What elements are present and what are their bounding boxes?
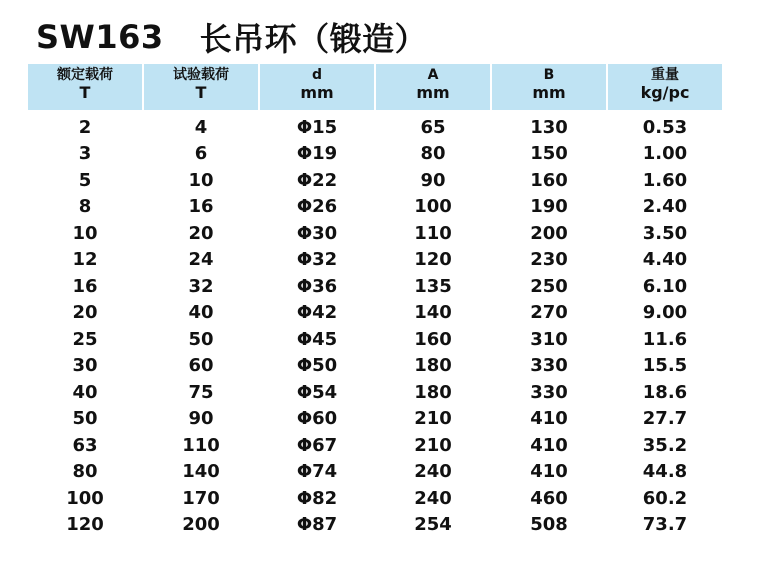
rated-load-cell: 63 — [72, 434, 98, 456]
table-body — [27, 110, 723, 538]
spec-table — [26, 64, 724, 538]
b-cell: 190 — [530, 196, 568, 218]
weight-cell: 9.00 — [642, 302, 688, 324]
rated-load-cell: 30 — [72, 355, 98, 377]
table-row — [27, 406, 723, 433]
rated-load-cell: 16 — [72, 275, 98, 297]
b-cell: 250 — [530, 275, 568, 297]
rated-load-cell: 12 — [72, 249, 98, 271]
table-row — [27, 512, 723, 539]
rated-load-cell: 100 — [66, 487, 104, 509]
table-row — [27, 326, 723, 353]
rated-load-cell: 80 — [72, 461, 98, 483]
weight-cell: 35.2 — [642, 434, 688, 456]
header-unit: mm — [532, 83, 566, 102]
header-unit: T — [195, 83, 207, 102]
header-unit: mm — [300, 83, 334, 102]
test-load-cell: 40 — [188, 302, 214, 324]
test-load-cell: 32 — [188, 275, 214, 297]
weight-cell: 4.40 — [642, 249, 688, 271]
a-cell: 110 — [414, 222, 452, 244]
weight-cell: 1.60 — [642, 169, 688, 191]
weight-cell: 60.2 — [642, 487, 688, 509]
header-label: A — [427, 67, 439, 83]
product-name: 长吊环（锻造） — [199, 20, 428, 58]
table-row — [27, 485, 723, 512]
table-row — [27, 220, 723, 247]
a-cell: 90 — [420, 169, 446, 191]
weight-cell: 27.7 — [642, 408, 688, 430]
weight-cell: 73.7 — [642, 514, 688, 536]
header-label: 额定载荷 — [57, 67, 113, 83]
test-load-cell: 140 — [182, 461, 220, 483]
header-label: d — [311, 67, 323, 83]
header-unit: mm — [416, 83, 450, 102]
d-cell: Φ74 — [296, 461, 338, 483]
a-cell: 254 — [414, 514, 452, 536]
header-row — [27, 64, 723, 110]
b-cell: 270 — [530, 302, 568, 324]
d-cell: Φ42 — [296, 302, 338, 324]
weight-cell: 0.53 — [642, 116, 688, 138]
b-cell: 330 — [530, 355, 568, 377]
b-cell: 410 — [530, 461, 568, 483]
rated-load-cell: 5 — [78, 169, 92, 191]
weight-cell: 11.6 — [642, 328, 688, 350]
table-row — [27, 141, 723, 168]
b-cell: 508 — [530, 514, 568, 536]
test-load-cell: 75 — [188, 381, 214, 403]
a-cell: 210 — [414, 434, 452, 456]
rated-load-cell: 40 — [72, 381, 98, 403]
test-load-cell: 4 — [194, 116, 208, 138]
d-cell: Φ60 — [296, 408, 338, 430]
test-load-cell: 16 — [188, 196, 214, 218]
header-label: 试验载荷 — [173, 67, 229, 83]
test-load-cell: 110 — [182, 434, 220, 456]
header-test-load — [143, 64, 259, 110]
a-cell: 135 — [414, 275, 452, 297]
test-load-cell: 10 — [188, 169, 214, 191]
header-weight — [607, 64, 723, 110]
header-a — [375, 64, 491, 110]
a-cell: 120 — [414, 249, 452, 271]
a-cell: 240 — [414, 461, 452, 483]
d-cell: Φ19 — [296, 143, 338, 165]
weight-cell: 3.50 — [642, 222, 688, 244]
d-cell: Φ36 — [296, 275, 338, 297]
header-label: 重量 — [651, 67, 679, 83]
table-row — [27, 459, 723, 486]
d-cell: Φ32 — [296, 249, 338, 271]
d-cell: Φ26 — [296, 196, 338, 218]
weight-cell: 2.40 — [642, 196, 688, 218]
rated-load-cell: 8 — [78, 196, 92, 218]
d-cell: Φ87 — [296, 514, 338, 536]
test-load-cell: 50 — [188, 328, 214, 350]
table-row — [27, 194, 723, 221]
test-load-cell: 24 — [188, 249, 214, 271]
test-load-cell: 20 — [188, 222, 214, 244]
table-row — [27, 273, 723, 300]
a-cell: 210 — [414, 408, 452, 430]
d-cell: Φ50 — [296, 355, 338, 377]
a-cell: 160 — [414, 328, 452, 350]
a-cell: 180 — [414, 381, 452, 403]
test-load-cell: 170 — [182, 487, 220, 509]
weight-cell: 18.6 — [642, 381, 688, 403]
table-row — [27, 167, 723, 194]
rated-load-cell: 120 — [66, 514, 104, 536]
table-row — [27, 247, 723, 274]
b-cell: 130 — [530, 116, 568, 138]
d-cell: Φ22 — [296, 169, 338, 191]
b-cell: 410 — [530, 434, 568, 456]
d-cell: Φ30 — [296, 222, 338, 244]
table-row — [27, 432, 723, 459]
a-cell: 80 — [420, 143, 446, 165]
weight-cell: 15.5 — [642, 355, 688, 377]
b-cell: 150 — [530, 143, 568, 165]
d-cell: Φ82 — [296, 487, 338, 509]
rated-load-cell: 20 — [72, 302, 98, 324]
rated-load-cell: 3 — [78, 143, 92, 165]
table-row — [27, 300, 723, 327]
header-unit: kg/pc — [640, 83, 690, 102]
b-cell: 410 — [530, 408, 568, 430]
table-header — [27, 64, 723, 110]
test-load-cell: 60 — [188, 355, 214, 377]
table-row — [27, 379, 723, 406]
d-cell: Φ45 — [296, 328, 338, 350]
a-cell: 100 — [414, 196, 452, 218]
b-cell: 160 — [530, 169, 568, 191]
d-cell: Φ67 — [296, 434, 338, 456]
d-cell: Φ15 — [296, 116, 338, 138]
b-cell: 230 — [530, 249, 568, 271]
table-row — [27, 353, 723, 380]
a-cell: 65 — [420, 116, 446, 138]
b-cell: 200 — [530, 222, 568, 244]
rated-load-cell: 10 — [72, 222, 98, 244]
rated-load-cell: 2 — [78, 116, 92, 138]
a-cell: 240 — [414, 487, 452, 509]
b-cell: 330 — [530, 381, 568, 403]
table-row — [27, 110, 723, 141]
b-cell: 310 — [530, 328, 568, 350]
page-title — [36, 14, 427, 60]
a-cell: 180 — [414, 355, 452, 377]
test-load-cell: 200 — [182, 514, 220, 536]
b-cell: 460 — [530, 487, 568, 509]
weight-cell: 6.10 — [642, 275, 688, 297]
test-load-cell: 90 — [188, 408, 214, 430]
header-b — [491, 64, 607, 110]
weight-cell: 44.8 — [642, 461, 688, 483]
header-unit: T — [79, 83, 91, 102]
rated-load-cell: 25 — [72, 328, 98, 350]
product-code: SW163 — [36, 18, 164, 56]
d-cell: Φ54 — [296, 381, 338, 403]
header-d — [259, 64, 375, 110]
test-load-cell: 6 — [194, 143, 208, 165]
a-cell: 140 — [414, 302, 452, 324]
rated-load-cell: 50 — [72, 408, 98, 430]
header-label: B — [543, 67, 555, 83]
weight-cell: 1.00 — [642, 143, 688, 165]
header-rated-load — [27, 64, 143, 110]
